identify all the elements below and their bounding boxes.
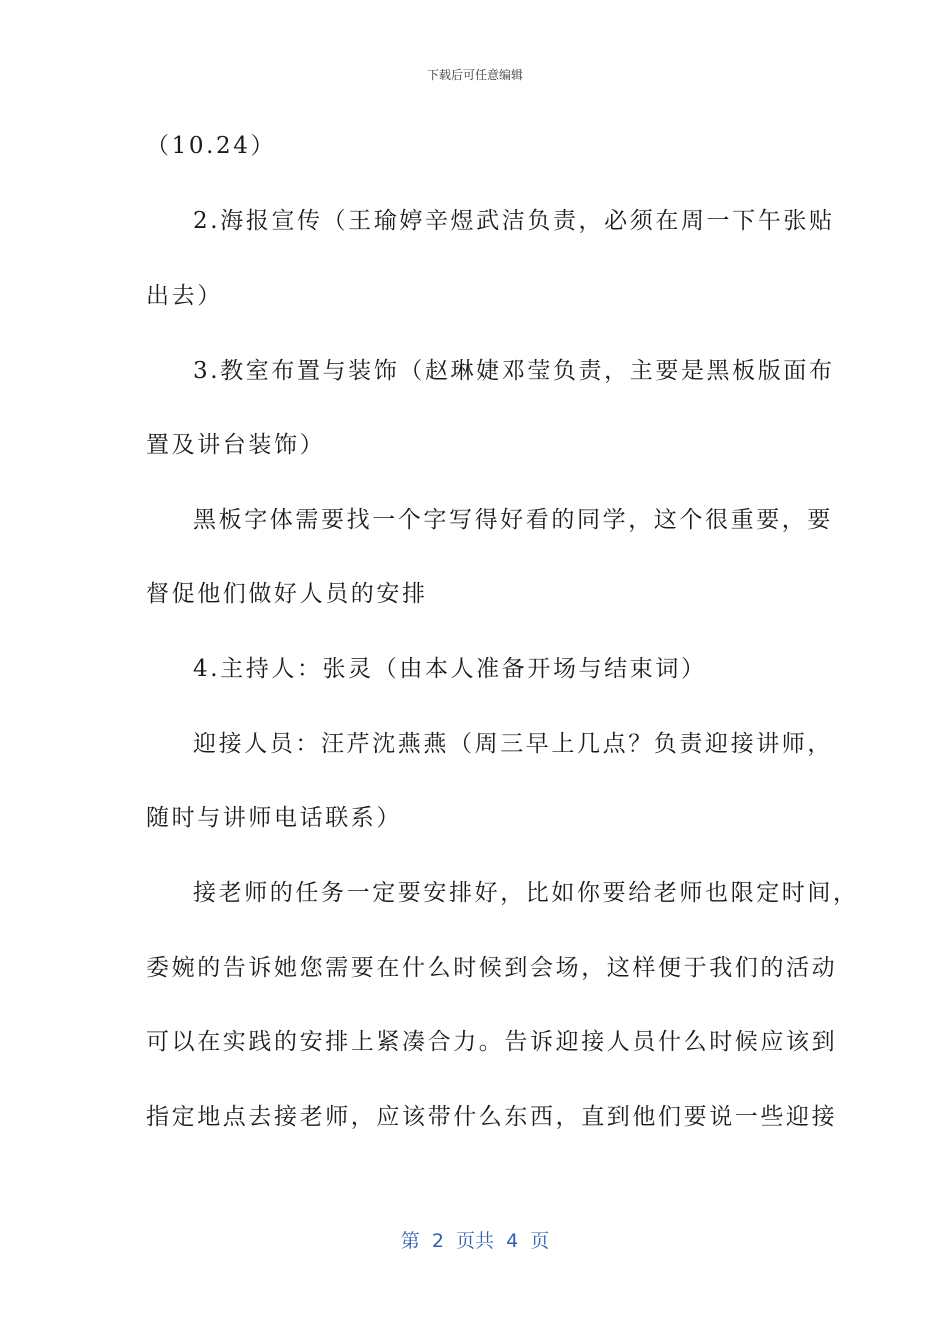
paragraph-line: 接老师的任务一定要安排好，比如你要给老师也限定时间， xyxy=(193,880,859,906)
paragraph-line: 4.主持人：张灵（由本人准备开场与结束词） xyxy=(193,656,707,682)
page-number-footer: 第 2 页共 4 页 xyxy=(400,1230,550,1252)
paragraph-line: 可以在实践的安排上紧凑合力。告诉迎接人员什么时候应该到 xyxy=(146,1029,838,1055)
paragraph-line: 委婉的告诉她您需要在什么时候到会场，这样便于我们的活动 xyxy=(146,955,838,981)
paragraph-line: 迎接人员：汪芹沈燕燕（周三早上几点？负责迎接讲师， xyxy=(193,731,833,757)
page-header: 下载后可任意编辑 xyxy=(426,68,523,82)
paragraph-line: （10.24） xyxy=(146,133,277,159)
paragraph-line: 指定地点去接老师，应该带什么东西，直到他们要说一些迎接 xyxy=(146,1104,838,1130)
paragraph-line: 随时与讲师电话联系） xyxy=(146,805,402,831)
paragraph-line: 督促他们做好人员的安排 xyxy=(146,581,428,607)
paragraph-line: 置及讲台装饰） xyxy=(146,432,326,458)
paragraph-line: 2.海报宣传（王瑜婷辛煜武洁负责，必须在周一下午张贴 xyxy=(193,208,835,234)
paragraph-line: 黑板字体需要找一个字写得好看的同学，这个很重要，要 xyxy=(193,507,833,533)
paragraph-line: 出去） xyxy=(146,283,223,309)
paragraph-line: 3.教室布置与装饰（赵琳婕邓莹负责，主要是黑板版面布 xyxy=(193,358,835,384)
